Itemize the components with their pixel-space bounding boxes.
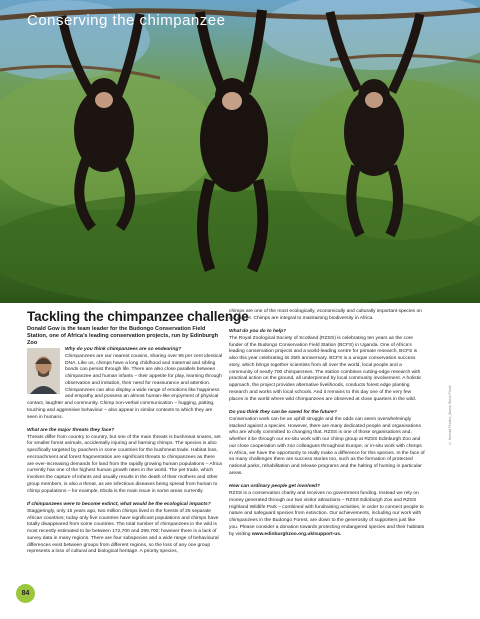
answer-paragraph: Conservation work can be an uphill struggle and the odds can seem overwhelmingly stacked against a species. However, there are many dedicated people and organisations who are wholly committed to changing that. RZSS is one of those organisations and, whether it be through our ex-situ work with our chimp group at RZSS Edinburgh Zoo and our close cooperation with zoo colleagues throughout Europe, or in-situ work with chimps in Africa, we have the opportunity to really make a difference for this species. In the face of so many challenges there are success stories too, such as the formation of protected national parks, rehabilitation and release programs and the halting of hunting in particular areas. <box>229 416 425 476</box>
question-heading: What do you do to help? <box>229 329 287 335</box>
answer-paragraph: Chimpanzees are our nearest cousins, sharing over 95 per cent identical DNA. Like us, chimps have a long childhood and maternal and sibling bonds can persist through life. There are also close parallels between chimpanzee and human infants – their appetite for play, learning through observation and imitation, their need for reassurance and attention. Chimpanzees can also display a wide range of emotions like happiness and empathy and possess an almost human-like enjoyment of physical contact, laughter and community. Chimp non-verbal communication – hugging, patting, touching and aggressive behaviour – also appear in similar contexts to which they are seen in humans. <box>27 353 223 420</box>
section-title: Conserving the chimpanzee <box>27 12 226 29</box>
answer-paragraph <box>229 491 425 538</box>
article-subtitle: Donald Gow is the team leader for the Budongo Conservation Field Station, one of Africa’s leading conservation projects, run by Edinburgh Zoo <box>27 326 219 347</box>
question-heading: Why do you think chimpanzees are so endearing? <box>65 347 182 352</box>
left-column <box>27 347 223 563</box>
question-heading: If chimpanzees were to become extinct, what would be the ecological impacts? <box>27 502 211 508</box>
answer-paragraph: The Royal Zoological Society of Scotland (RZSS) is celebrating ten years as the core funder of the Budongo Conservation Field Station (BCFS) in Uganda. One of Africa’s leading conservation projects and a world-leading centre for primate research, BCFS is also this year celebrating its 25th anniversary. BCFS is a unique conservation success story, which brings together scientists from all over the world, local people and a community of nearly 700 chimpanzees. The station combines cutting-edge research with practical action on the ground, all underpinned by local community involvement. A holistic approach, the project provides alternative livelihoods, conducts forest edge planting research and works with local schools. And it remains to this day one of the very few places in the world where wild chimpanzees are observed at close quarters in the wild. <box>229 335 422 402</box>
page-number: 84 <box>16 584 35 603</box>
answer-paragraph: chimps are one of the most ecologically, economically and culturally important species on our planet. Chimps are integral to maintaining biodiversity in Africa. <box>229 309 422 321</box>
right-column <box>229 309 425 545</box>
hero-image <box>0 0 480 303</box>
author-photo <box>27 348 60 394</box>
answer-text: RZSS is a conservation charity and receives no government funding. Instead we rely on money generated through our two visitor attractions – RZSS Edinburgh Zoo and RZSS Highland Wildlife Park – combined with fundraising activities, in order to connect people to nature and safeguard species from extinction. Our achievements, including our work with chimpanzees in the Budongo Forest, are down to the generosity of supporters just like you. Please consider a donation towards protecting endangered species and their habitats by visiting <box>229 491 425 537</box>
answer-paragraph: Threats differ from country to country, but one of the main threats is bushmeat snares, set for smaller forest animals, accidentally injuring and harming chimps. The species is also specifically targeted by poachers in some countries for the bushmeat trade. Habitat loss, encroachment and forest fragmentation are significant threats to chimpanzees as there are ever-increasing demands for land from the rapidly growing human populations – Africa currently has one of the highest human growth rates in the world. The pet trade, which involves the capture of infants and usually results in the death of their mothers and other group members, is also a threat, as are infectious diseases being spread from human to chimp populations – for example, Ebola is the main issue in some areas currently. <box>27 434 222 494</box>
question-heading: How can ordinary people get involved? <box>229 484 321 490</box>
question-heading: Do you think they can be saved for the future? <box>229 410 337 416</box>
question-heading: What are the major threats they face? <box>27 427 115 433</box>
photo-credit: © Nomad Photos_Alamy Stock Photo <box>448 385 452 445</box>
support-link[interactable]: www.edinburghzoo.org.uk/support-us. <box>251 531 342 537</box>
chimpanzee-illustration <box>0 0 480 303</box>
article-title: Tackling the chimpanzee challenge <box>27 309 249 324</box>
answer-paragraph: Staggeringly, only 15 years ago, two million chimps lived in the forests of 25 separate African countries; today only five countries have significant populations and chimps have totally disappeared from some countries. The total number of chimpanzees in the wild is most recently estimated to be between 172,700 and 299,700; however there is a lack of survey data in many regions. There are four subspecies and a wide range of behavioural differences exist between groups from different regions, so the loss of any one group represents a loss of cultural and biological heritage. A priority species, <box>27 508 219 555</box>
